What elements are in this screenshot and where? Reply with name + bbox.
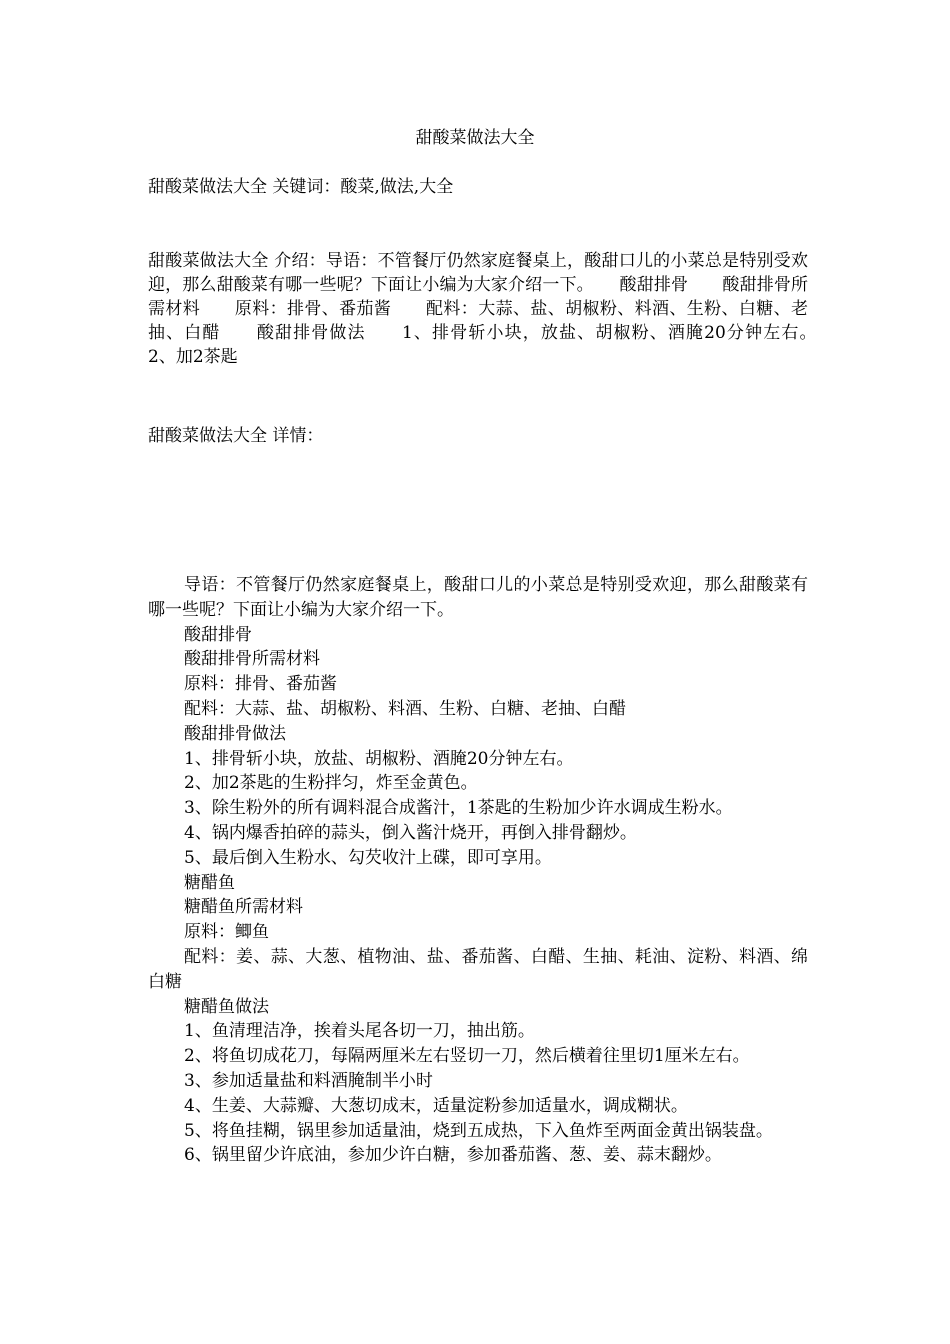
- ribs-seasonings: 配料：大蒜、盐、胡椒粉、料酒、生粉、白糖、老抽、白醋: [184, 698, 626, 719]
- subheading-fish-method: 糖醋鱼做法: [184, 996, 269, 1017]
- subheading-ribs-method: 酸甜排骨做法: [184, 723, 286, 744]
- details-label: 甜酸菜做法大全 详情：: [148, 426, 324, 446]
- ribs-step-5: 5、最后倒入生粉水、勾芡收汁上碟，即可享用。: [184, 847, 552, 868]
- fish-step-6: 6、锅里留少许底油，参加少许白糖，参加番茄酱、葱、姜、蒜末翻炒。: [184, 1145, 722, 1166]
- subheading-ribs-ingredients: 酸甜排骨所需材料: [184, 649, 320, 670]
- ribs-step-4: 4、锅内爆香拍碎的蒜头，倒入酱汁烧开，再倒入排骨翻炒。: [184, 822, 637, 843]
- subheading-fish-ingredients: 糖醋鱼所需材料: [184, 897, 303, 918]
- details-body: [148, 573, 808, 1168]
- ribs-step-1: 1、排骨斩小块，放盐、胡椒粉、酒腌20分钟左右。: [184, 748, 574, 769]
- ribs-main-ingredients: 原料：排骨、番茄酱: [184, 674, 337, 695]
- intro-paragraph: 甜酸菜做法大全 介绍：导语：不管餐厅仍然家庭餐桌上，酸甜口儿的小菜总是特别受欢迎，那么甜酸菜有哪一些呢？下面让小编为大家介绍一下。 酸甜排骨 酸甜排骨所需材料 原料：排骨、番茄酱 配料：大蒜、盐、胡椒粉、料酒、生粉、白糖、老抽、白醋 酸甜排骨做法 1、排骨斩小块，放盐、胡椒粉、酒腌20分钟左右。 2、加2茶匙: [148, 251, 842, 367]
- ribs-step-3: 3、除生粉外的所有调料混合成酱汁，1茶匙的生粉加少许水调成生粉水。: [184, 798, 733, 819]
- heading-sweet-sour-ribs: 酸甜排骨: [184, 624, 252, 645]
- fish-step-4: 4、生姜、大蒜瓣、大葱切成末，适量淀粉参加适量水，调成糊状。: [184, 1095, 688, 1116]
- fish-step-3: 3、参加适量盐和料酒腌制半小时: [184, 1070, 433, 1091]
- fish-main-ingredients: 原料：鲫鱼: [184, 922, 269, 943]
- fish-step-5: 5、将鱼挂糊，锅里参加适量油，烧到五成热，下入鱼炸至两面金黄出锅装盘。: [184, 1120, 773, 1141]
- ribs-step-2: 2、加2茶匙的生粉拌匀，炸至金黄色。: [184, 773, 478, 794]
- paragraph-intro: 导语：不管餐厅仍然家庭餐桌上，酸甜口儿的小菜总是特别受欢迎，那么甜酸菜有哪一些呢？下面让小编为大家介绍一下。: [148, 575, 808, 620]
- fish-seasonings: 配料：姜、蒜、大葱、植物油、盐、番茄酱、白醋、生抽、耗油、淀粉、料酒、绵白糖: [148, 946, 808, 992]
- heading-sweet-sour-fish: 糖醋鱼: [184, 872, 235, 893]
- fish-step-1: 1、鱼清理洁净，挨着头尾各切一刀，抽出筋。: [184, 1021, 535, 1042]
- keywords-line: 甜酸菜做法大全 关键词：酸菜,做法,大全: [148, 177, 454, 197]
- fish-step-2: 2、将鱼切成花刀，每隔两厘米左右竖切一刀，然后横着往里切1厘米左右。: [184, 1046, 750, 1067]
- document-title: 甜酸菜做法大全: [415, 128, 535, 148]
